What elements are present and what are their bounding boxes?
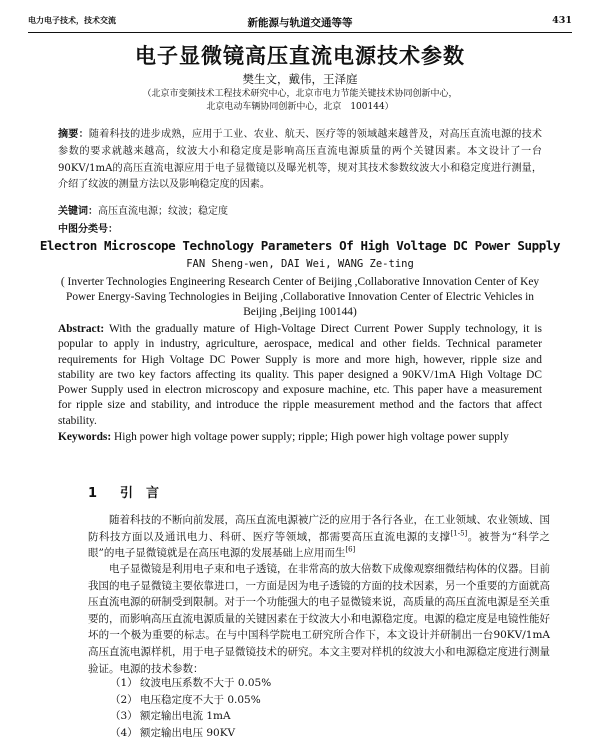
citation-ref: [1-5]	[450, 529, 468, 538]
intro-para-1-tail: 。被誉为“科学之眼”的电子显微镜就是在高压电源的发展基础上应用而生	[88, 530, 550, 560]
keywords-cn-label: 关键词：	[58, 206, 98, 217]
abstract-en	[58, 322, 542, 429]
abstract-cn	[58, 127, 542, 194]
intro-para-1-text: 随着科技的不断向前发展，高压直流电源被广泛的应用于各行各业，在工业领域、农业领域、国防科技方面以及通讯电力、科研、医疗等领域，都需要高压直流电源的支撑	[88, 514, 550, 543]
intro-paragraph-1	[88, 512, 550, 562]
list-item-index: （2）	[110, 693, 138, 706]
journal-name: 电力电子技术，技术交流	[28, 15, 116, 25]
section-title: 引 言	[120, 486, 160, 501]
list-item	[110, 675, 530, 692]
abstract-en-text: With the gradually mature of High-Voltage Direct Current Power Supply technology, it is popular to apply in industry, agriculture, aerospace, medical and other fields. Technical parameter requirements for High Voltage DC Power Supply is more and more high, however, ripple size and stability are two key factors affecting its quality. This paper designed a 90KV/1mA High Voltage DC Power Supply used in electron microscopy and exposure machine, etc. This paper have a measurement for ripple size and stability, and introduce the ripple measurement method and the factors that affect stability.	[58, 323, 542, 427]
section-heading	[88, 482, 159, 501]
abstract-cn-label: 摘要：	[58, 129, 89, 140]
page-number: 431	[552, 15, 572, 26]
keywords-cn-text: 高压直流电源；纹波；稳定度	[98, 206, 228, 217]
clc-label: 中图分类号：	[58, 224, 118, 235]
list-item-index: （3）	[110, 710, 138, 723]
list-item-text: 额定输出电压 90KV	[140, 726, 236, 739]
affiliation-en: ( Inverter Technologies Engineering Research Center of Beijing ,Collaborative Innovation Center of Key Power Energy-Saving Technologies in Beijing ,Collaborative Innovation Center of Electric Vehicles in Beijing ,Beijing 100144)	[60, 276, 540, 318]
list-item-index: （1）	[110, 677, 138, 689]
keywords-en	[58, 430, 542, 445]
abstract-en-label: Abstract:	[58, 323, 105, 335]
keywords-en-text: High power high voltage power supply; ripple; High power high voltage power supply	[114, 431, 509, 443]
paper-title-en: Electron Microscope Technology Parameters Of High Voltage DC Power Supply	[39, 238, 561, 253]
paper-title-cn: 电子显微镜高压直流电源技术参数	[135, 43, 465, 68]
list-item	[110, 692, 530, 709]
keywords-cn	[58, 204, 542, 220]
authors-cn: 樊生文，戴伟，王泽庭	[242, 72, 358, 86]
section-name: 新能源与轨道交通等等	[247, 17, 353, 29]
requirements-list	[110, 675, 530, 741]
list-item-text: 额定输出电流 1mA	[140, 710, 231, 723]
list-item	[110, 708, 530, 725]
list-item-text: 电压稳定度不大于 0.05%	[140, 693, 261, 706]
intro-paragraph-2	[88, 561, 550, 677]
running-header	[28, 12, 572, 33]
citation-ref: [6]	[345, 545, 356, 554]
list-item-index: （4）	[110, 726, 138, 739]
authors-en: FAN Sheng-wen, DAI Wei, WANG Ze-ting	[186, 258, 414, 270]
list-item	[110, 725, 530, 741]
section-number: 1	[88, 486, 98, 501]
intro-para-2-text: 电子显微镜是利用电子束和电子透镜，在非常高的放大倍数下成像观察细微结构体的仪器。目前我国的电子显微镜主要依靠进口，一方面是因为电子透镜的方面的技术因素，另一个重要的方面就高压直流电源的研制受到限制。对于一个功能强大的电子显微镜来说，高质量的高压直流电源是至关重要的，而影响高压直流电源质量的关键因素在于纹波大小和电源稳定度。电源的稳定度是电镜性能好坏的一个极为重要的标志。在与中国科学院电工研究所合作下，本文设计并研制出一台90KV/1mA高压直流电源样机，用于电子显微镜技术的研究。本文主要对样机的纹波大小和电源稳定度进行测量验证。电源的技术参数：	[88, 563, 550, 675]
affiliation-cn-line-1: （北京市变频技术工程技术研究中心，北京市电力节能关键技术协同创新中心，	[142, 89, 458, 99]
list-item-text: 纹波电压系数不大于 0.05%	[140, 677, 272, 689]
abstract-cn-text: 随着科技的进步成熟，应用于工业、农业、航天、医疗等的领域越来越普及，对高压直流电源的技术参数的要求就越来越高，纹波大小和稳定度是影响高压直流电源质量的两个关键因素。本文设计了一台90KV/1mA的高压直流电源应用于电子显微镜以及曝光机等，规对其技术参数纹波大小和稳定度进行测量，介绍了纹波的测量方法以及影响稳定度的因素。	[58, 129, 543, 191]
affiliation-cn-line-2: 北京电动车辆协同创新中心，北京 100144）	[206, 102, 394, 112]
keywords-en-label: Keywords:	[58, 431, 112, 443]
clc-number-cn	[58, 222, 542, 238]
